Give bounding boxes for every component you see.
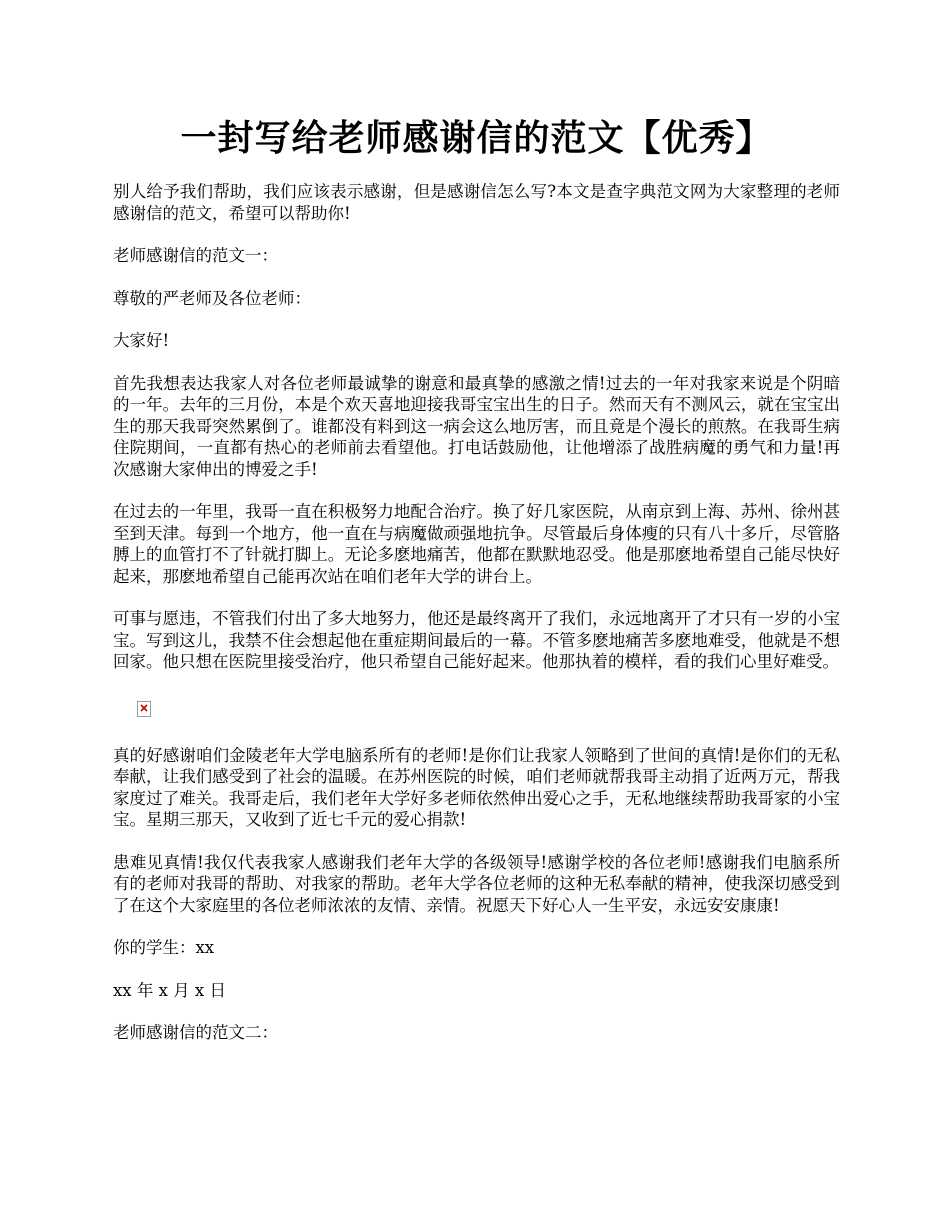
letter-body-paragraph: 真的好感谢咱们金陵老年大学电脑系所有的老师!是你们让我家人领略到了世间的真情!是你们的无私奉献，让我们感受到了社会的温暖。在苏州医院的时候，咱们老师就帮我哥主动捐了近两万元，帮我家度过了难关。我哥走后，我们老年大学好多老师依然伸出爱心之手，无私地继续帮助我哥家的小宝宝。星期三那天，又收到了近七千元的爱心捐款!: [113, 745, 840, 829]
letter-body-paragraph: 可事与愿违，不管我们付出了多大地努力，他还是最终离开了我们，永远地离开了才只有一岁的小宝宝。写到这儿，我禁不住会想起他在重症期间最后的一幕。不管多麽地痛苦多麽地难受，他就是不想回家。他只想在医院里接受治疗，他只希望自己能好起来。他那执着的模样，看的我们心里好难受。: [113, 609, 840, 671]
letter-date: xx 年 x 月 x 日: [113, 980, 226, 1000]
letter-greeting: 大家好!: [113, 331, 170, 350]
intro-paragraph: 别人给予我们帮助，我们应该表示感谢，但是感谢信怎么写?本文是查字典范文网为大家整理的老师感谢信的范文，希望可以帮助你!: [113, 182, 840, 223]
document-title: 一封写给老师感谢信的范文【优秀】: [180, 117, 773, 159]
letter-body-paragraph: 在过去的一年里，我哥一直在积极努力地配合治疗。换了好几家医院，从南京到上海、苏州、徐州甚至到天津。每到一个地方，他一直在与病魔做顽强地抗争。尽管最后身体瘦的只有八十多斤，尽管胳膊上的血管打不了针就打脚上。无论多麽地痛苦，他都在默默地忍受。他是那麽地希望自己能尽快好起来，那麽地希望自己能再次站在咱们老年大学的讲台上。: [113, 502, 840, 586]
section-heading-one: 老师感谢信的范文一：: [113, 246, 278, 265]
letter-signature: 你的学生：xx: [113, 938, 215, 957]
document-page: [113, 0, 840, 1044]
broken-image-icon: [137, 701, 151, 717]
broken-image-x-mark: [140, 704, 148, 712]
letter-salutation: 尊敬的严老师及各位老师：: [113, 288, 311, 308]
section-heading-two: 老师感谢信的范文二：: [113, 1023, 278, 1042]
letter-body-paragraph: 首先我想表达我家人对各位老师最诚挚的谢意和最真挚的感激之情!过去的一年对我家来说是个阴暗的一年。去年的三月份，本是个欢天喜地迎接我哥宝宝出生的日子。然而天有不测风云，就在宝宝出生的那天我哥突然累倒了。谁都没有料到这一病会这么地厉害，而且竟是个漫长的煎熬。在我哥生病住院期间，一直都有热心的老师前去看望他。打电话鼓励他，让他增添了战胜病魔的勇气和力量!再次感谢大家伸出的博爱之手!: [113, 373, 840, 479]
letter-body-paragraph: 患难见真情!我仅代表我家人感谢我们老年大学的各级领导!感谢学校的各位老师!感谢我们电脑系所有的老师对我哥的帮助、对我家的帮助。老年大学各位老师的这种无私奉献的精神，使我深切感受到了在这个大家庭里的各位老师浓浓的友情、亲情。祝愿天下好心人一生平安，永远安安康康!: [113, 852, 840, 915]
